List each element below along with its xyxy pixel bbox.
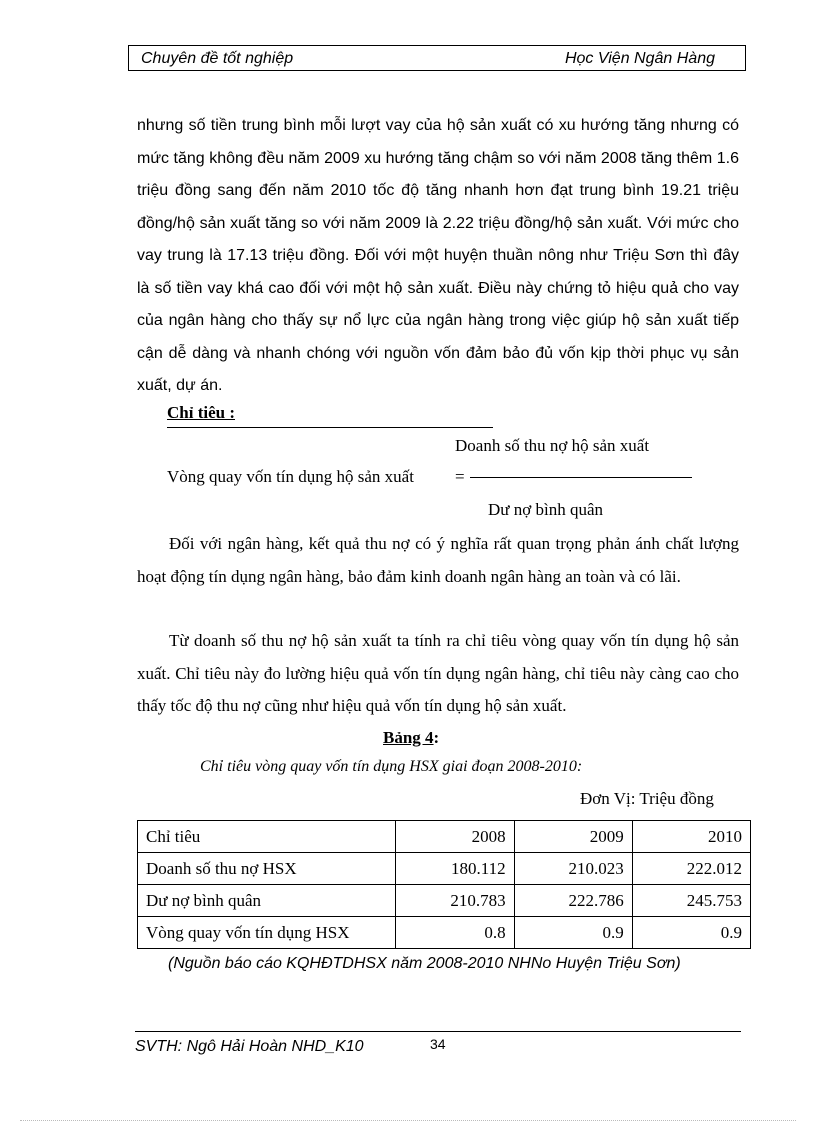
table-header-cell: 2008 [396, 821, 514, 853]
table-cell: Dư nợ bình quân [138, 885, 396, 917]
table-cell: 0.9 [514, 917, 632, 949]
table-cell: 210.023 [514, 853, 632, 885]
table-cell: 210.783 [396, 885, 514, 917]
table-cell: 245.753 [632, 885, 750, 917]
indicator-label: Chỉ tiêu : [167, 403, 235, 422]
table-row [138, 885, 751, 917]
indicator-label-line [167, 403, 493, 428]
fraction-bar [470, 477, 692, 478]
table-header-cell: Chỉ tiêu [138, 821, 396, 853]
table-cell: Vòng quay vốn tín dụng HSX [138, 917, 396, 949]
header-left-title: Chuyên đề tốt nghiệp [141, 50, 294, 67]
table-row [138, 853, 751, 885]
formula-denominator: Dư nợ bình quân [488, 500, 603, 519]
formula-left: Vòng quay vốn tín dụng hộ sản xuất [167, 467, 414, 486]
table-title-text: Bảng 4 [383, 728, 434, 747]
table-cell: 180.112 [396, 853, 514, 885]
table-cell: 222.786 [514, 885, 632, 917]
intro-paragraph: nhưng số tiền trung bình mỗi lượt vay của hộ sản xuất có xu hướng tăng nhưng có mức tăng không đều năm 2009 xu hướng tăng chậm so với năm 2008 tăng thêm 1.6 triệu đồng sang đến năm 2010 tốc độ tăng nhanh hơn đạt trung bình 19.21 triệu đồng/hộ sản xuất tăng so với năm 2009 là 2.22 triệu đồng/hộ sản xuất. Với mức cho vay trung là 17.13 triệu đồng. Đối với một huyện thuần nông như Triệu Sơn thì đây là số tiền vay khá cao đối với một hộ sản xuất. Điều này chứng tỏ hiệu quả cho vay của ngân hàng cho thấy sự nổ lực của ngân hàng trong việc giúp hộ sản xuất tiếp cận dễ dàng và nhanh chóng với nguồn vốn đảm bảo đủ vốn kịp thời phục vụ sản xuất, dự án. [137, 117, 739, 394]
footer-author: SVTH: Ngô Hải Hoàn NHD_K10 [135, 1038, 364, 1055]
data-table [137, 820, 751, 949]
table-cell: Doanh số thu nợ HSX [138, 853, 396, 885]
table-header-cell: 2010 [632, 821, 750, 853]
table-cell: 222.012 [632, 853, 750, 885]
table-subtitle: Chỉ tiêu vòng quay vốn tín dụng HSX giai đoạn 2008-2010: [200, 758, 583, 775]
page-number: 34 [430, 1036, 446, 1052]
table-cell: 0.9 [632, 917, 750, 949]
table-row [138, 917, 751, 949]
table-header-row [138, 821, 751, 853]
table-unit: Đơn Vị: Triệu đồng [580, 789, 714, 808]
paragraph-3: Từ doanh số thu nợ hộ sản xuất ta tính ra chỉ tiêu vòng quay vốn tín dụng hộ sản xuất. Chỉ tiêu này đo lường hiệu quả vốn tín dụng ngân hàng, chỉ tiêu này càng cao cho thấy tốc độ thu nợ cũng như hiệu quả vốn tín dụng hộ sản xuất. [137, 631, 739, 715]
formula-equals: = [455, 467, 465, 486]
page-bottom-border [20, 1120, 796, 1121]
formula-numerator: Doanh số thu nợ hộ sản xuất [455, 436, 650, 455]
table-title-suffix: : [433, 728, 440, 747]
paragraph-2: Đối với ngân hàng, kết quả thu nợ có ý nghĩa rất quan trọng phản ánh chất lượng hoạt động tín dụng ngân hàng, bảo đảm kinh doanh ngân hàng an toàn và có lãi. [137, 534, 739, 586]
header-right-title: Học Viện Ngân Hàng [564, 50, 715, 67]
table-title [383, 728, 439, 748]
page-header [128, 45, 746, 71]
footer-divider [135, 1031, 741, 1032]
table-header-cell: 2009 [514, 821, 632, 853]
table-cell: 0.8 [396, 917, 514, 949]
table-source: (Nguồn báo cáo KQHĐTDHSX năm 2008-2010 NHNo Huyện Triệu Sơn) [168, 955, 681, 972]
